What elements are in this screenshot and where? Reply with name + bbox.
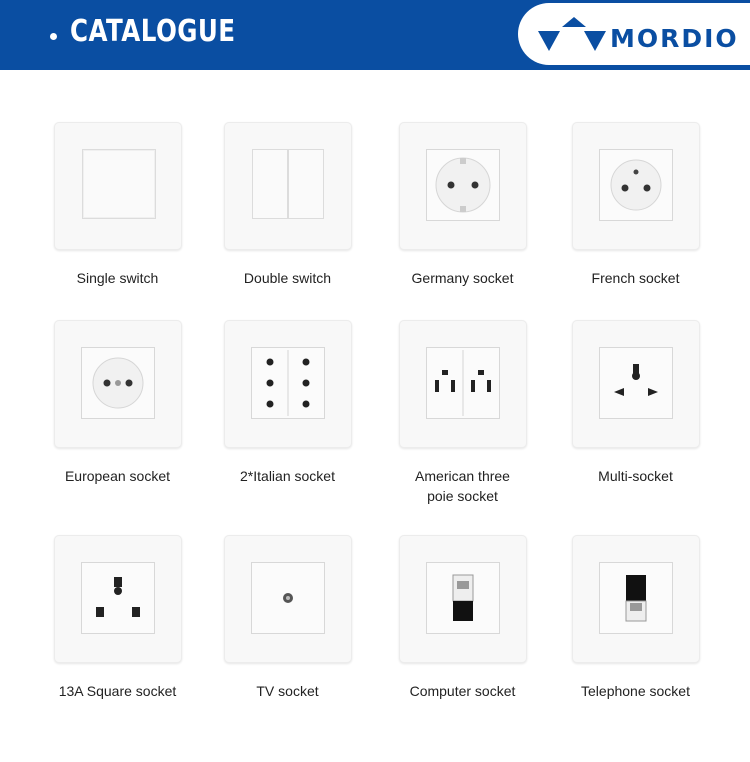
italian-socket-icon [224, 320, 352, 448]
american-socket-icon [399, 320, 527, 448]
product-label: Double switch [243, 270, 332, 286]
french-socket-icon [572, 122, 700, 250]
product-item [548, 122, 723, 322]
product-label: 13A Square socket [58, 683, 177, 699]
product-label: American three poie socket [415, 468, 510, 504]
telephone-socket-icon [572, 535, 700, 663]
germany-socket-icon [399, 122, 527, 250]
product-item [30, 535, 205, 735]
product-label: Germany socket [411, 270, 514, 286]
single-switch-icon [54, 122, 182, 250]
product-item [30, 122, 205, 322]
tv-socket-icon [224, 535, 352, 663]
product-item [200, 320, 375, 520]
double-switch-icon [224, 122, 352, 250]
product-label: French socket [591, 270, 680, 286]
product-item [375, 535, 550, 735]
product-label: European socket [64, 468, 171, 484]
product-item [375, 122, 550, 322]
square-13a-socket-icon [54, 535, 182, 663]
product-label: 2*Italian socket [240, 468, 335, 484]
product-label: Multi-socket [598, 468, 673, 484]
computer-socket-icon [399, 535, 527, 663]
product-label: Telephone socket [581, 683, 690, 699]
european-socket-icon [54, 320, 182, 448]
product-item [375, 320, 550, 520]
product-item [548, 535, 723, 735]
product-item [200, 535, 375, 735]
product-label: TV socket [256, 683, 319, 699]
product-item [548, 320, 723, 520]
multi-socket-icon [572, 320, 700, 448]
page-title: CATALOGUE [70, 14, 236, 49]
product-item [30, 320, 205, 520]
product-item [200, 122, 375, 322]
product-label: Computer socket [409, 683, 516, 699]
product-label: Single switch [76, 270, 159, 286]
brand-name: MORDIO [610, 24, 739, 53]
